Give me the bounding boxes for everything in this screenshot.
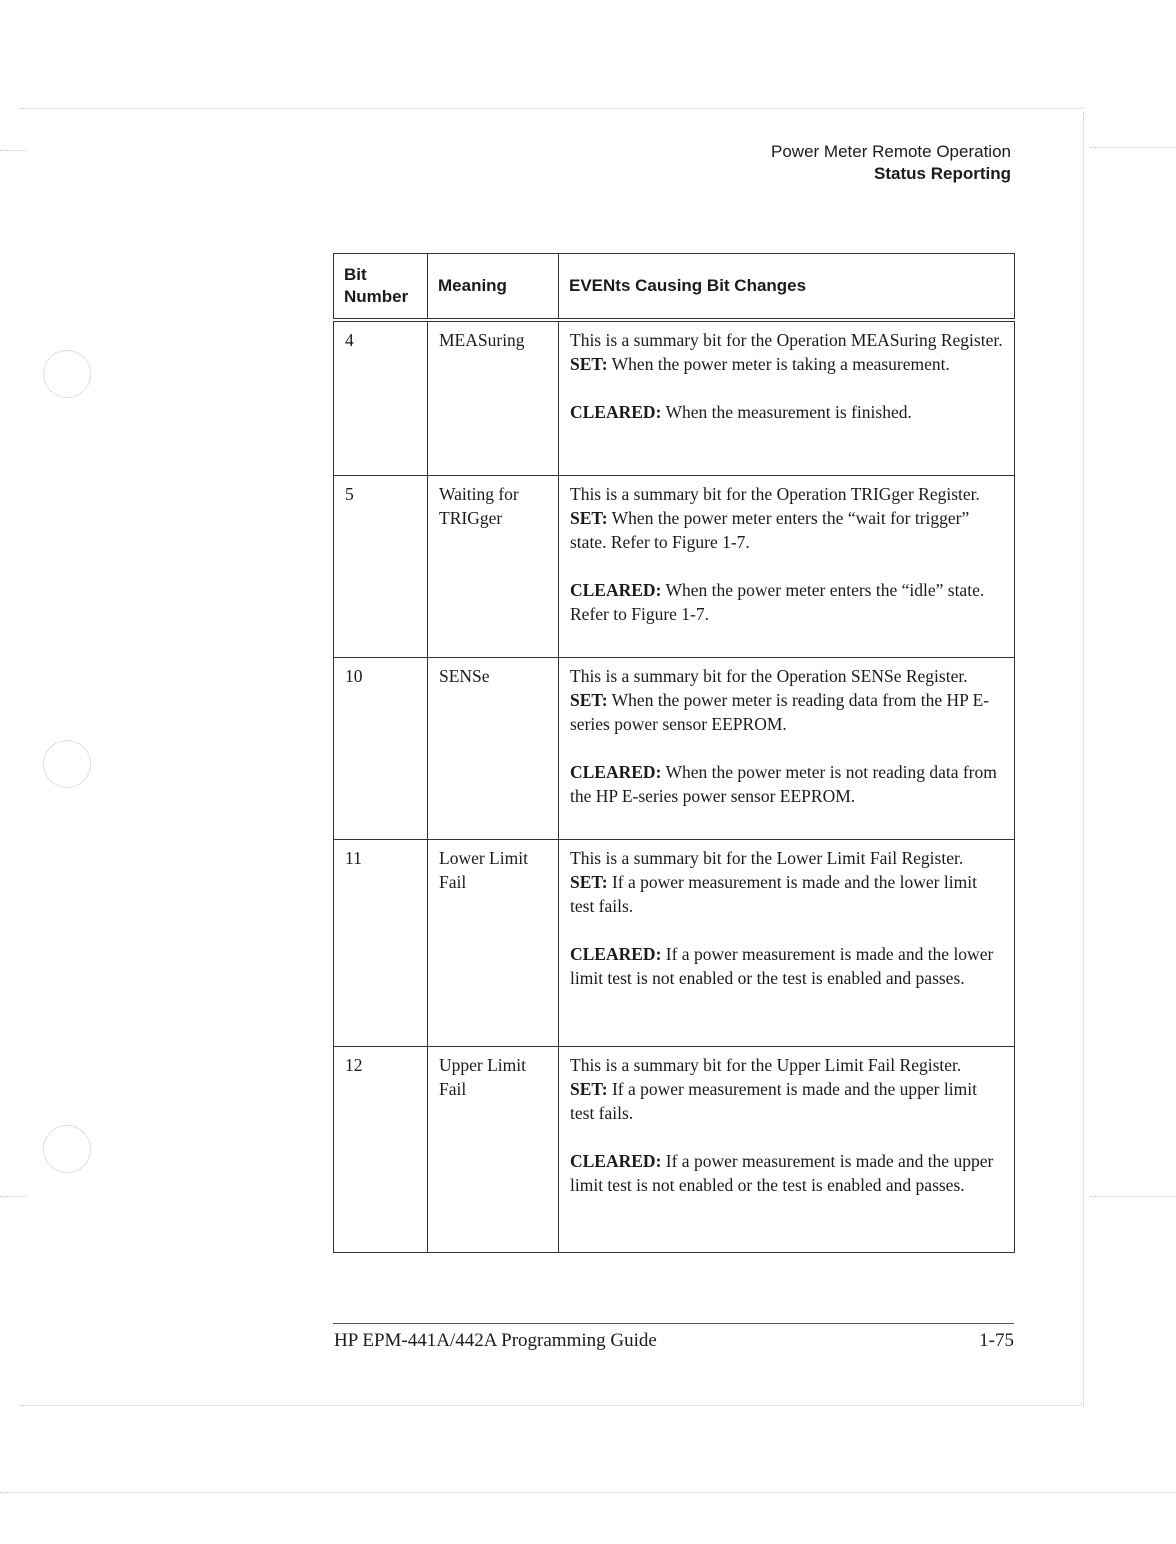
cleared-condition [570,578,1003,626]
summary-text: This is a summary bit for the Operation TRIGger Register. [570,484,980,504]
set-text: When the power meter is reading data from the HP E-series power sensor EEPROM. [570,690,990,734]
set-label: SET: [570,508,608,528]
set-label: SET: [570,354,608,374]
cleared-label: CLEARED: [570,402,662,422]
summary-text: This is a summary bit for the Operation SENSe Register. [570,666,968,686]
scan-edge-left-mid [0,1196,26,1197]
bit-number-cell: 5 [334,476,428,658]
set-text: When the power meter is taking a measurement. [607,354,950,374]
cleared-text: If a power measurement is made and the lower limit test is not enabled or the test is enabled and passes. [570,944,994,988]
scan-edge-right [1083,112,1084,1408]
table-header-row [334,254,1015,321]
summary-text: This is a summary bit for the Upper Limit Fail Register. [570,1055,962,1075]
cleared-label: CLEARED: [570,762,662,782]
punch-hole-bottom [43,1125,91,1173]
running-header [771,141,1011,185]
cleared-condition [570,760,1003,808]
set-label: SET: [570,690,608,710]
set-condition [570,1077,1003,1125]
set-condition [570,352,1003,376]
set-condition [570,688,1003,736]
events-cell [559,840,1015,1047]
meaning-cell: Lower Limit Fail [428,840,559,1047]
page-number: 1-75 [979,1330,1014,1351]
chapter-title: Power Meter Remote Operation [771,142,1011,161]
meaning-cell: MEASuring [428,320,559,476]
footer-rule [333,1323,1014,1324]
set-label: SET: [570,872,608,892]
events-cell [559,658,1015,840]
meaning-cell: Upper Limit Fail [428,1047,559,1253]
table-row [334,1047,1015,1253]
cleared-label: CLEARED: [570,1151,662,1171]
cleared-text: When the measurement is finished. [661,402,912,422]
bit-number-cell: 4 [334,320,428,476]
events-cell [559,320,1015,476]
bit-number-cell: 10 [334,658,428,840]
punch-hole-middle [43,740,91,788]
status-bit-table [333,253,1015,1253]
meaning-cell: SENSe [428,658,559,840]
section-title: Status Reporting [874,164,1011,183]
cleared-condition [570,1149,1003,1197]
cleared-text: When the power meter enters the “idle” state. Refer to Figure 1-7. [570,580,985,624]
bit-number-cell: 11 [334,840,428,1047]
cleared-label: CLEARED: [570,580,662,600]
summary-text: This is a summary bit for the Operation MEASuring Register. [570,330,1003,350]
events-cell [559,1047,1015,1253]
table-row [334,320,1015,476]
table-row [334,840,1015,1047]
set-label: SET: [570,1079,608,1099]
cleared-condition [570,942,1003,990]
scan-edge-top [20,108,1084,109]
bit-number-cell: 12 [334,1047,428,1253]
column-header-events: EVENts Causing Bit Changes [559,254,1015,321]
cleared-text: If a power measurement is made and the upper limit test is not enabled or the test is enabled and passes. [570,1151,994,1195]
set-condition [570,870,1003,918]
table-row [334,476,1015,658]
punch-hole-top [43,350,91,398]
meaning-cell: Waiting for TRIGger [428,476,559,658]
set-condition [570,506,1003,554]
scan-edge-right-mid [1090,1196,1176,1197]
cleared-text: When the power meter is not reading data from the HP E-series power sensor EEPROM. [570,762,997,806]
set-text: When the power meter enters the “wait for trigger” state. Refer to Figure 1-7. [570,508,970,552]
scan-edge-right-top [1090,147,1176,148]
column-header-bit-number: Bit Number [334,254,428,321]
scan-edge-left-top [0,150,26,151]
summary-text: This is a summary bit for the Lower Limit Fail Register. [570,848,964,868]
table-row [334,658,1015,840]
events-cell [559,476,1015,658]
column-header-meaning: Meaning [428,254,559,321]
set-text: If a power measurement is made and the upper limit test fails. [570,1079,977,1123]
cleared-condition [570,400,1003,424]
footer-guide-title: HP EPM-441A/442A Programming Guide [334,1330,657,1351]
set-text: If a power measurement is made and the lower limit test fails. [570,872,977,916]
cleared-label: CLEARED: [570,944,662,964]
scan-edge-foot [0,1492,1176,1493]
scan-edge-bottom [20,1405,1084,1406]
